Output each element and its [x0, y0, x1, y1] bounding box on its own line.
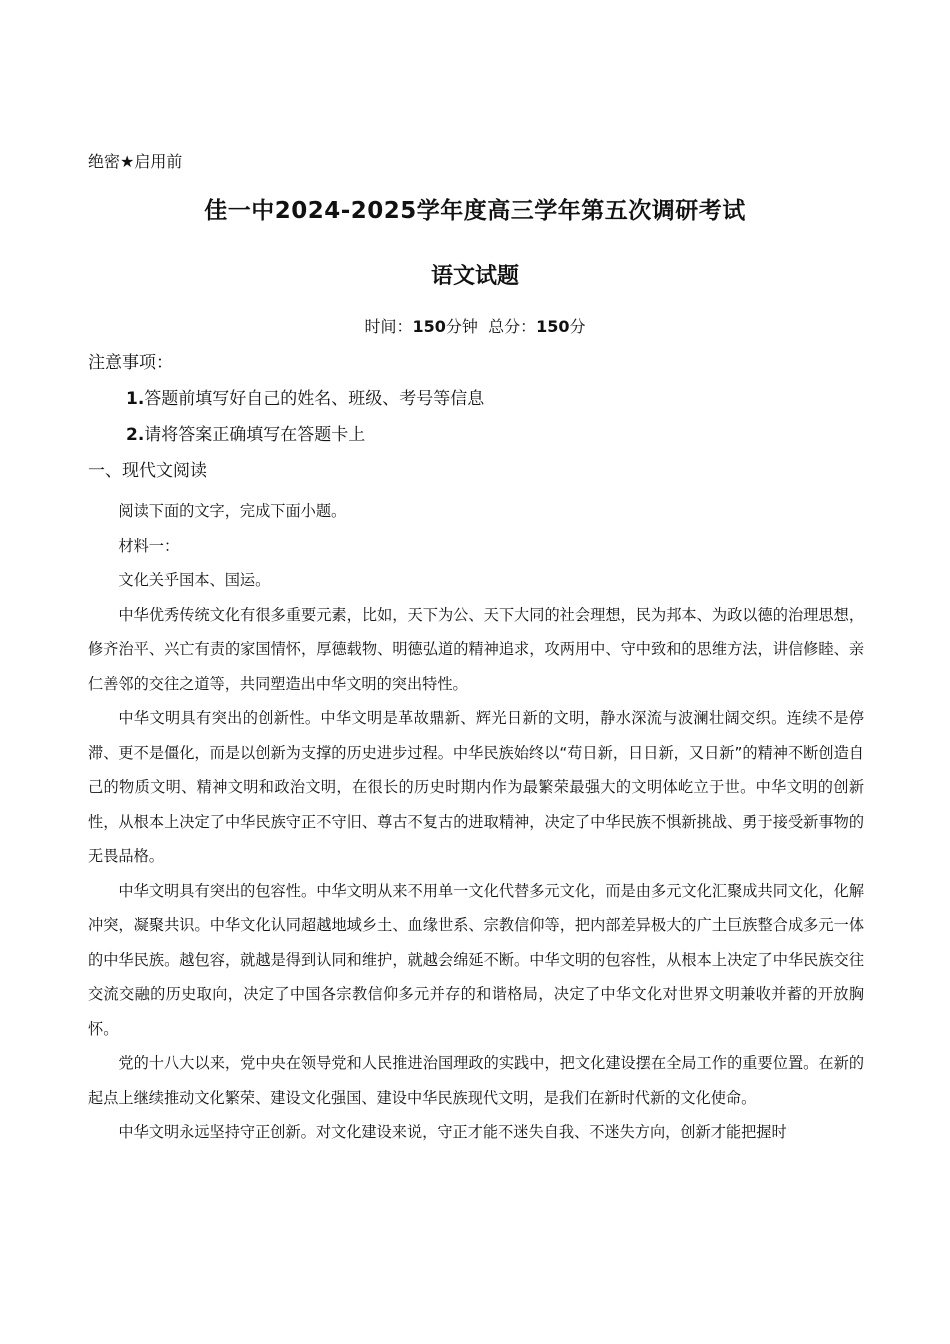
exam-time-info	[0, 315, 950, 339]
total-unit: 分	[569, 317, 586, 336]
passage-paragraph: 中华文明永远坚持守正创新。对文化建设来说，守正才能不迷失自我、不迷失方向，创新才能把握时	[118, 1123, 787, 1141]
notice-item	[126, 423, 365, 447]
notice-heading: 注意事项：	[88, 353, 173, 373]
subject-title: 语文试题	[430, 264, 519, 289]
reading-passage	[88, 494, 864, 1150]
material-label: 材料一：	[118, 536, 180, 555]
passage-paragraph: 中华文明具有突出的包容性。中华文明从来不用单一文化代替多元文化，而是由多元文化汇聚成共同文化，化解冲突，凝聚共识。中华文化认同超越地域乡土、血缘世系、宗教信仰等，把内部差异极大的广土巨族整合成多元一体的中华民族。越包容，就越是得到认同和维护，就越会绵延不断。中华文明的包容性，从根本上决定了中华民族交往交流交融的历史取向，决定了中国各宗教信仰多元并存的和谐格局，决定了中华文化对世界文明兼收并蓄的开放胸怀。	[88, 881, 864, 1038]
time-label: 时间：	[364, 317, 413, 336]
passage-paragraph: 中华优秀传统文化有很多重要元素，比如，天下为公、天下大同的社会理想，民为邦本、为政以德的治理思想，修齐治平、兴亡有责的家国情怀，厚德载物、明德弘道的精神追求，攻两用中、守中致和的思维方法，讲信修睦、亲仁善邻的交往之道等，共同塑造出中华文明的突出特性。	[88, 605, 864, 693]
instruction-paragraph: 阅读下面的文字，完成下面小题。	[118, 502, 347, 520]
total-value: 150	[536, 317, 570, 336]
secret-label: 绝密★启用前	[88, 152, 183, 171]
notice-item-number: 1.	[126, 389, 145, 409]
total-label: 总分：	[488, 317, 537, 336]
section-heading: 一、现代文阅读	[88, 461, 207, 481]
notice-item-number: 2.	[126, 425, 145, 445]
notice-item	[126, 387, 484, 411]
passage-paragraph: 文化关乎国本、国运。	[118, 571, 271, 589]
exam-title: 佳一中2024-2025学年度高三学年第五次调研考试	[204, 198, 746, 224]
notice-item-text: 答题前填写好自己的姓名、班级、考号等信息	[144, 389, 485, 409]
time-unit: 分钟	[445, 317, 478, 336]
time-value: 150	[412, 317, 446, 336]
notice-item-text: 请将答案正确填写在答题卡上	[144, 425, 366, 445]
passage-paragraph: 中华文明具有突出的创新性。中华文明是革故鼎新、辉光日新的文明，静水深流与波澜壮阔交织。连续不是停滞、更不是僵化，而是以创新为支撑的历史进步过程。中华民族始终以“苟日新，日日新，又日新”的精神不断创造自己的物质文明、精神文明和政治文明，在很长的历史时期内作为最繁荣最强大的文明体屹立于世。中华文明的创新性，从根本上决定了中华民族守正不守旧、尊古不复古的进取精神，决定了中华民族不惧新挑战、勇于接受新事物的无畏品格。	[88, 709, 864, 865]
passage-paragraph: 党的十八大以来，党中央在领导党和人民推进治国理政的实践中，把文化建设摆在全局工作的重要位置。在新的起点上继续推动文化繁荣、建设文化强国、建设中华民族现代文明，是我们在新时代新的文化使命。	[88, 1054, 864, 1107]
